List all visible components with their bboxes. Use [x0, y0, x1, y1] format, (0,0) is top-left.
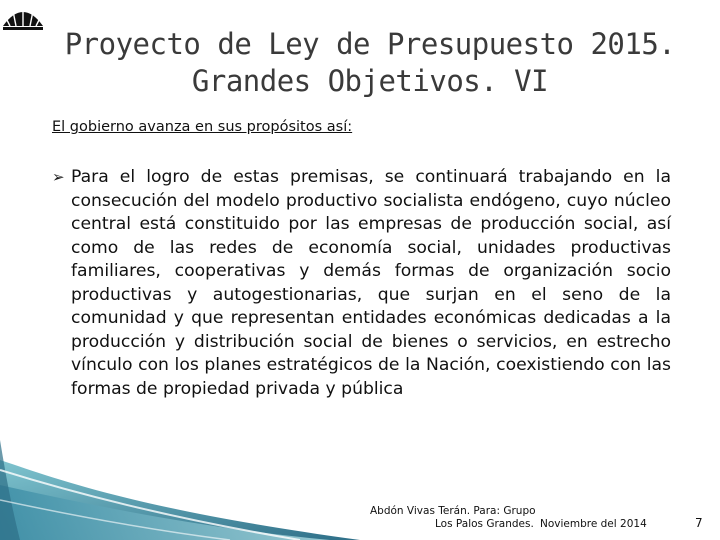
footer-author: [370, 505, 536, 531]
page-title: [40, 26, 700, 100]
footer-date: Noviembre del 2014: [540, 518, 647, 530]
title-line-1: Proyecto de Ley de Presupuesto 2015.: [64, 27, 676, 61]
title-line-2: Grandes Objetivos. VI: [191, 64, 549, 98]
subtitle: El gobierno avanza en sus propósitos así:: [52, 119, 353, 135]
decorative-corner-swoosh: [0, 440, 360, 540]
body-paragraph: Para el logro de estas premisas, se continuará trabajando en la consecución del modelo productivo socialista endógeno, cuyo núcleo central está constituido por las empresas de producción social, así como de las redes de economía social, unidades productivas familiares, cooperativas y demás formas de organización socio productivas y autogestionarias, que surjan en el seno de la comunidad y que representan entidades económicas dedicadas a la producción y distribución social de bienes o servicios, en estrecho vínculo con los planes estratégicos de la Nación, coexistiendo con las formas de propiedad privada y pública: [71, 167, 671, 399]
page-number: 7: [695, 516, 703, 530]
arrow-bullet-icon: ➢: [52, 168, 65, 186]
footer-author-line-2: Los Palos Grandes.: [435, 518, 534, 530]
footer-author-line-1: Abdón Vivas Terán. Para: Grupo: [370, 505, 536, 517]
